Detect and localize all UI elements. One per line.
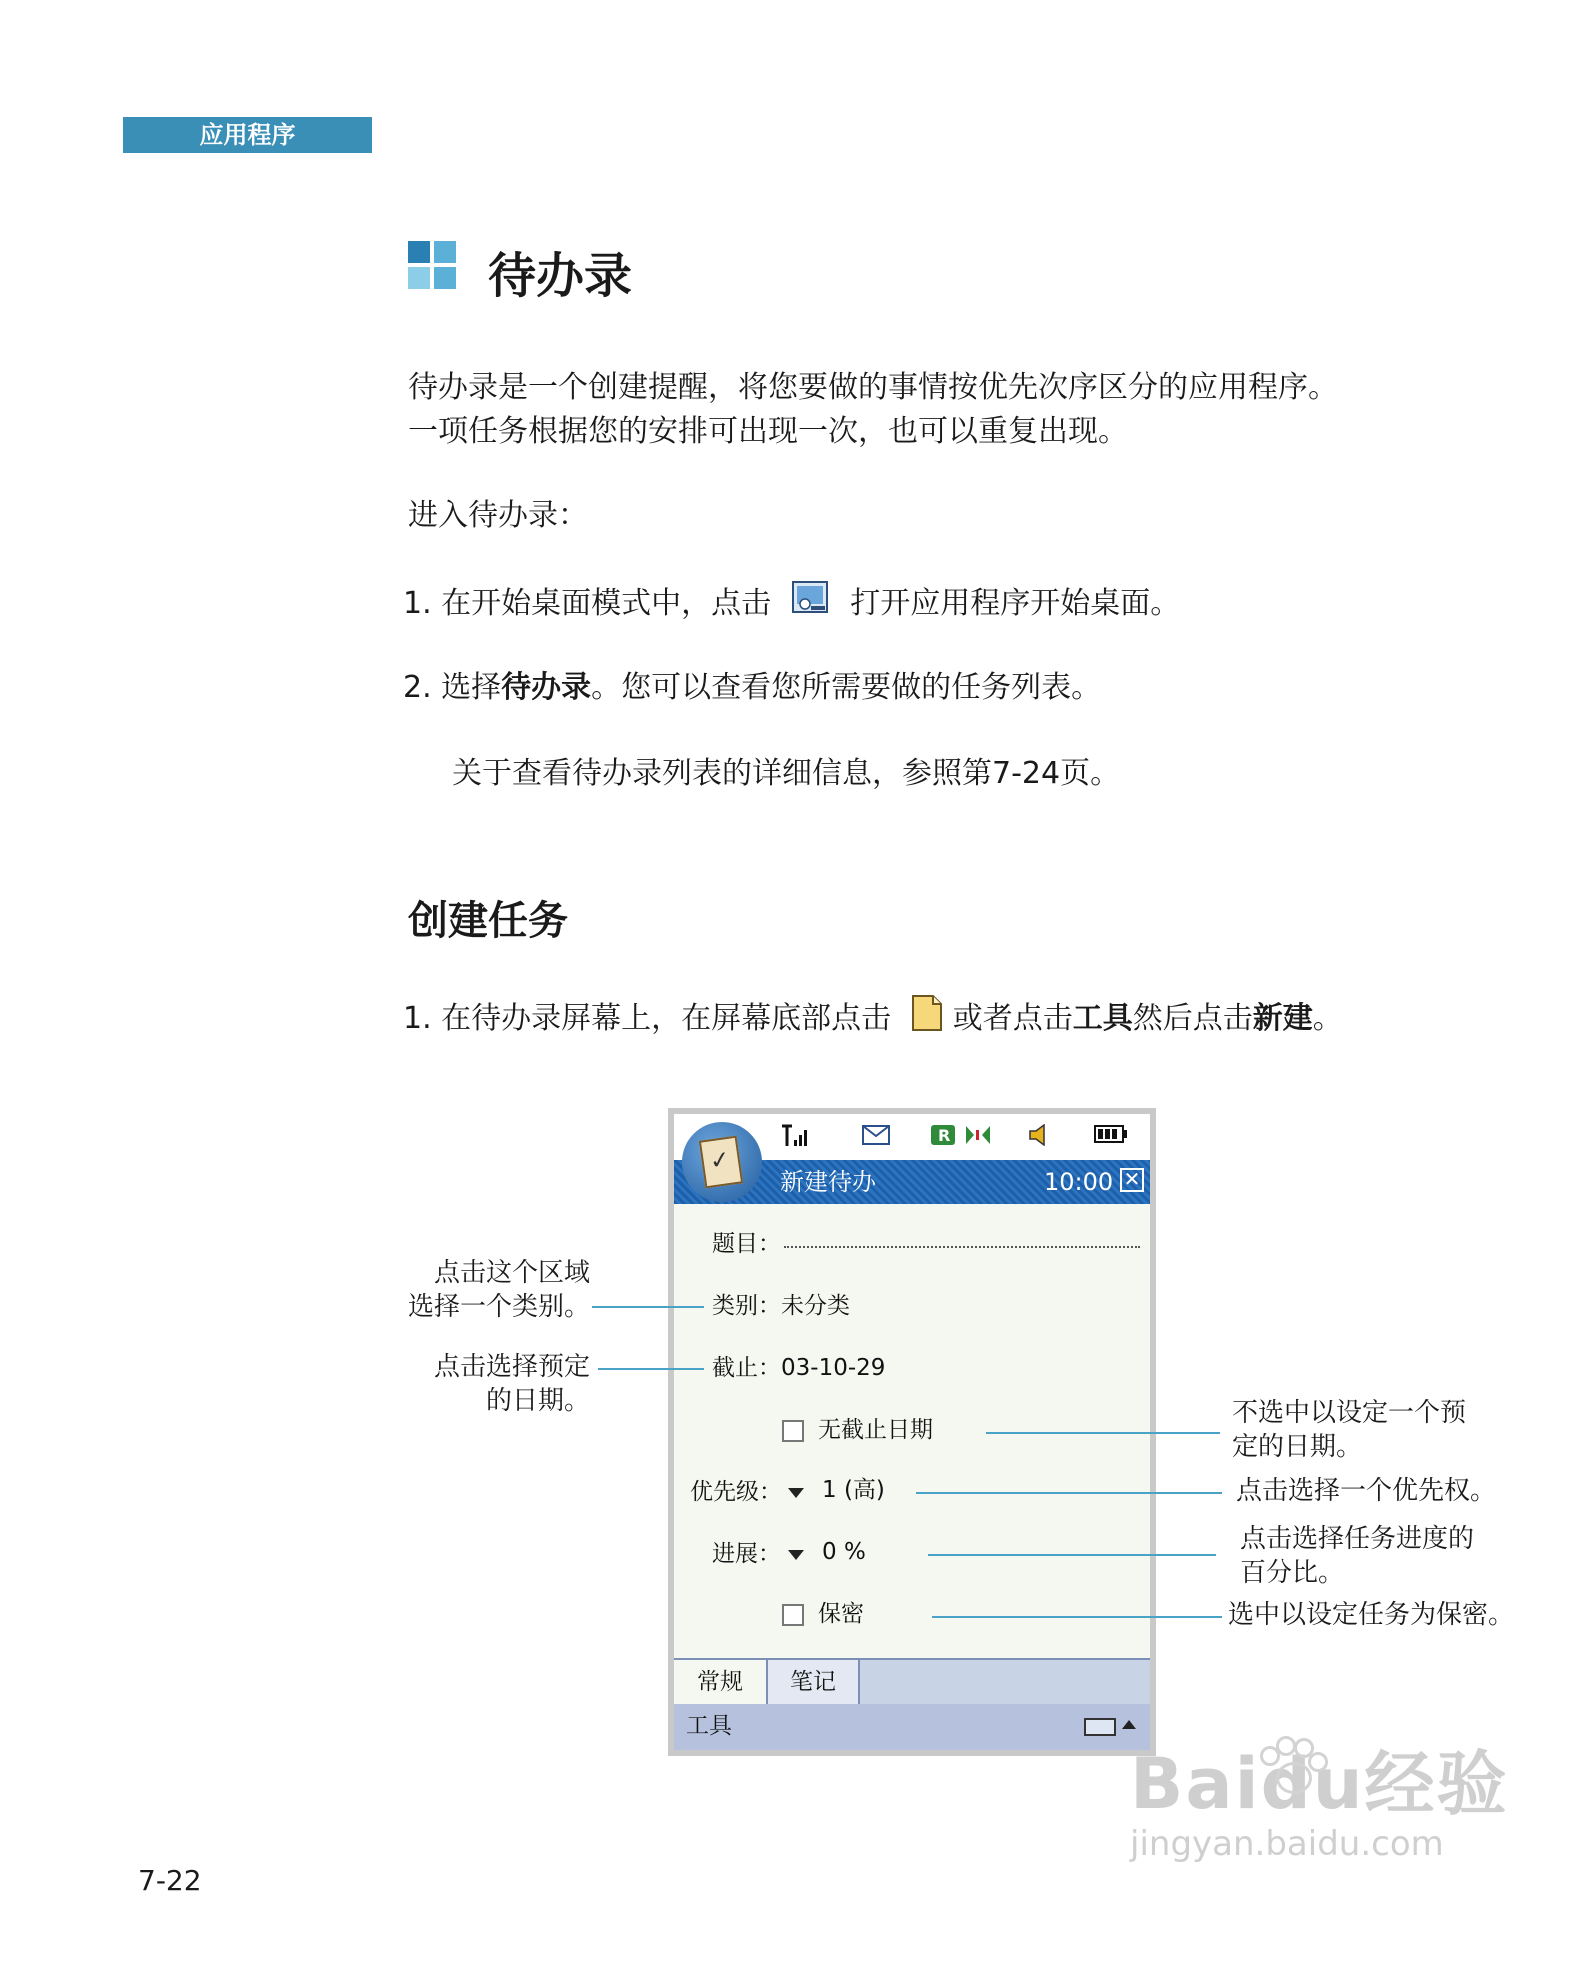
callout-line: 不选中以设定一个预 bbox=[1232, 1398, 1467, 1428]
leader-progress bbox=[928, 1554, 1216, 1556]
speaker-icon bbox=[1028, 1124, 1050, 1153]
due-value: 03-10-29 bbox=[781, 1355, 886, 1381]
tab-bar bbox=[674, 1658, 1150, 1706]
leader-due-date bbox=[598, 1368, 704, 1370]
reference-note: 关于查看待办录列表的详细信息，参照第7-24页。 bbox=[452, 756, 1121, 791]
leader-private bbox=[932, 1616, 1222, 1618]
no-due-date-label: 无截止日期 bbox=[818, 1417, 933, 1443]
callout-line: 点击选择预定 bbox=[433, 1352, 590, 1382]
step-text-after: 打开应用程序开始桌面。 bbox=[850, 586, 1181, 621]
progress-value[interactable]: 0 % bbox=[822, 1539, 866, 1565]
section-tab: 应用程序 bbox=[123, 117, 372, 153]
svg-text:R: R bbox=[938, 1126, 951, 1145]
callout-priority bbox=[1236, 1474, 1496, 1508]
callout-line: 点击选择任务进度的 bbox=[1240, 1524, 1475, 1554]
step-text-mid: 或者点击 bbox=[952, 1001, 1073, 1036]
callout-line: 百分比。 bbox=[1240, 1558, 1345, 1588]
category-label: 类别： bbox=[712, 1293, 781, 1319]
step-text-before: 在开始桌面模式中，点击 bbox=[441, 586, 772, 621]
progress-dropdown-icon[interactable] bbox=[788, 1550, 804, 1560]
step-bold-term: 待办录 bbox=[501, 670, 592, 705]
callout-line: 点击选择一个优先权。 bbox=[1236, 1476, 1497, 1506]
page-title: 待办录 bbox=[488, 248, 633, 304]
subject-input[interactable] bbox=[784, 1246, 1140, 1248]
page-number: 7-22 bbox=[138, 1864, 202, 1897]
step-1 bbox=[403, 580, 1180, 629]
bottom-toolbar bbox=[674, 1704, 1150, 1750]
title-bullet-icon bbox=[408, 241, 456, 289]
private-checkbox[interactable] bbox=[782, 1604, 804, 1626]
connection-icon bbox=[964, 1124, 992, 1153]
private-label: 保密 bbox=[818, 1601, 864, 1627]
enter-label: 进入待办录： bbox=[408, 498, 588, 533]
due-field[interactable] bbox=[712, 1354, 885, 1382]
keyboard-icon[interactable] bbox=[1084, 1718, 1116, 1736]
no-due-date-checkbox[interactable] bbox=[782, 1420, 804, 1442]
create-step-1 bbox=[403, 994, 1343, 1045]
leader-no-due bbox=[986, 1432, 1220, 1434]
intro-paragraph bbox=[408, 366, 1338, 454]
callout-category bbox=[380, 1256, 590, 1324]
callout-line: 定的日期。 bbox=[1232, 1432, 1363, 1462]
close-icon[interactable]: ✕ bbox=[1120, 1168, 1144, 1192]
step-text-mid-2: 然后点击 bbox=[1132, 1001, 1253, 1036]
step-text-after: 。 bbox=[1312, 1001, 1343, 1036]
step-text-before: 选择 bbox=[441, 670, 502, 705]
step-text-after: 。您可以查看您所需要做的任务列表。 bbox=[591, 670, 1102, 705]
clock: 10:00 bbox=[1044, 1168, 1114, 1196]
paw-icon bbox=[1250, 1734, 1330, 1804]
callout-private bbox=[1228, 1598, 1514, 1632]
callout-progress bbox=[1240, 1522, 1474, 1590]
tab-notes[interactable]: 笔记 bbox=[768, 1660, 860, 1704]
progress-label: 进展： bbox=[712, 1541, 781, 1567]
category-field[interactable] bbox=[712, 1292, 850, 1320]
input-selector-arrow-icon[interactable] bbox=[1122, 1720, 1136, 1729]
step-number: 2. bbox=[403, 670, 432, 705]
window-title: 新建待办 bbox=[780, 1168, 876, 1196]
watermark-brand: Baidu经验 bbox=[1130, 1743, 1509, 1825]
signal-icon bbox=[780, 1124, 812, 1155]
tab-general[interactable]: 常规 bbox=[674, 1660, 768, 1704]
callout-line: 选择一个类别。 bbox=[407, 1292, 590, 1322]
priority-label: 优先级： bbox=[690, 1479, 782, 1505]
new-document-icon bbox=[911, 994, 943, 1045]
category-value: 未分类 bbox=[781, 1293, 850, 1319]
callout-line: 点击这个区域 bbox=[433, 1258, 590, 1288]
leader-priority bbox=[916, 1492, 1222, 1494]
battery-icon bbox=[1094, 1124, 1128, 1151]
watermark-url: jingyan.baidu.com bbox=[1130, 1824, 1444, 1864]
tools-menu[interactable]: 工具 bbox=[686, 1713, 732, 1739]
leader-category bbox=[592, 1306, 704, 1308]
step-bold-tools: 工具 bbox=[1072, 1001, 1133, 1036]
intro-line-2: 一项任务根据您的安排可出现一次，也可以重复出现。 bbox=[408, 414, 1128, 449]
section-title-create-task: 创建任务 bbox=[408, 898, 568, 944]
callout-no-due bbox=[1232, 1396, 1466, 1464]
step-number: 1. bbox=[403, 1001, 432, 1036]
step-bold-new: 新建 bbox=[1252, 1001, 1313, 1036]
todo-app-logo bbox=[682, 1122, 762, 1202]
step-number: 1. bbox=[403, 586, 432, 621]
priority-value[interactable]: 1 (高) bbox=[822, 1477, 885, 1503]
intro-line-1: 待办录是一个创建提醒，将您要做的事情按优先次序区分的应用程序。 bbox=[408, 370, 1338, 405]
subject-label: 题目： bbox=[712, 1231, 781, 1257]
priority-dropdown-icon[interactable] bbox=[788, 1488, 804, 1498]
start-screen-icon bbox=[791, 580, 831, 629]
step-2 bbox=[403, 666, 1101, 710]
due-label: 截止： bbox=[712, 1355, 781, 1381]
callout-due-date bbox=[380, 1350, 590, 1418]
step-text-before: 在待办录屏幕上，在屏幕底部点击 bbox=[441, 1001, 892, 1036]
r-icon bbox=[930, 1124, 956, 1153]
callout-line: 选中以设定任务为保密。 bbox=[1228, 1600, 1515, 1630]
callout-line: 的日期。 bbox=[485, 1386, 590, 1416]
mail-icon bbox=[862, 1124, 890, 1153]
baidu-watermark bbox=[1130, 1744, 1509, 1864]
